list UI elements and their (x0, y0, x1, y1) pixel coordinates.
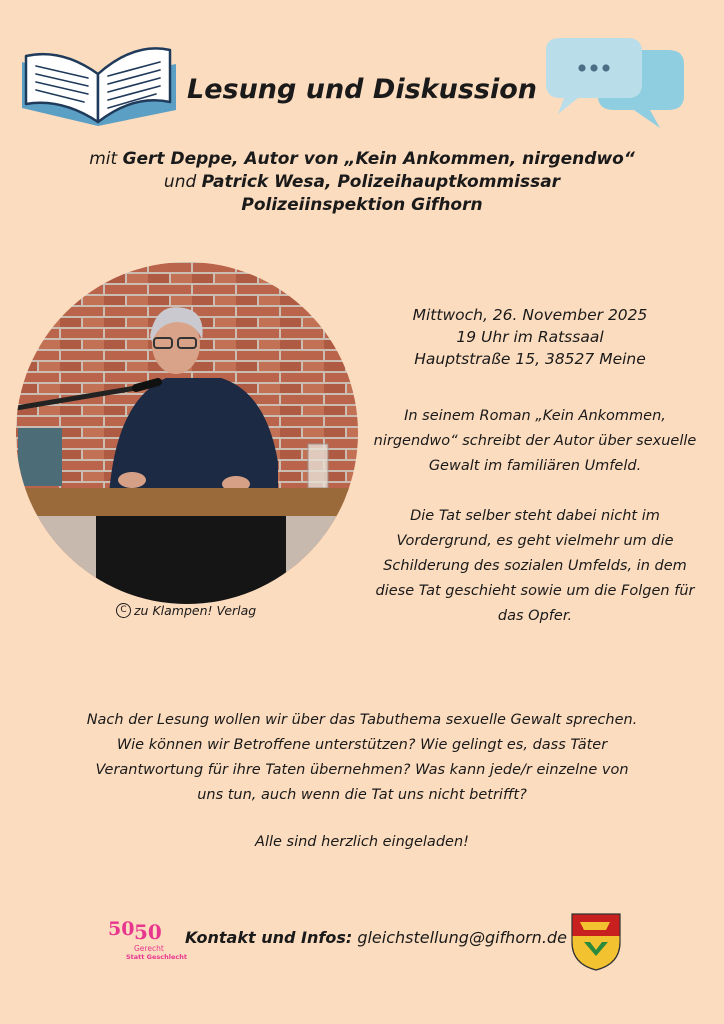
event-date: Mittwoch, 26. November 2025 (412, 306, 648, 324)
description-paragraph-1: In seinem Roman „Kein Ankommen, nirgendwo“ schreibt der Autor über sexuelle Gewalt im familiären Umfeld. (373, 408, 697, 474)
coat-of-arms-icon (570, 912, 622, 972)
copyright-icon: C (116, 603, 131, 618)
event-address: Hauptstraße 15, 38527 Meine (414, 350, 646, 368)
author-photo (16, 262, 358, 604)
speaker-line-3: Polizeiinspektion Gifhorn (241, 195, 483, 215)
contact-email[interactable]: gleichstellung@gifhorn.de (357, 928, 567, 947)
page-title: Lesung und Diskussion (186, 74, 537, 105)
discussion-paragraph: Nach der Lesung wollen wir über das Tabuthema sexuelle Gewalt sprechen. Wie können wir Betroffene unterstützen? Wie gelingt es, dass Täter Verantwortung für ihre Taten übernehmen? Was kann jede/r einzelne von uns tun, auch wenn die Tat uns nicht betrifft? (86, 712, 638, 803)
speaker-line-1: mit Gert Deppe, Autor von „Kein Ankommen, nirgendwo“ (89, 149, 635, 169)
fifty-fifty-logo: 50 50 Gerecht Statt Geschlecht (108, 918, 187, 961)
speaker-line-2: und Patrick Wesa, Polizeihauptkommissar (163, 172, 561, 192)
contact-info: Kontakt und Infos: gleichstellung@gifhorn.de (185, 928, 567, 947)
invitation-text: Alle sind herzlich eingeladen! (255, 834, 469, 850)
description-paragraph-2: Die Tat selber steht dabei nicht im Vordergrund, es geht vielmehr um die Schilderung des sozialen Umfelds, in dem diese Tat geschieht sowie um die Folgen für das Opfer. (375, 508, 695, 624)
speakers-block (0, 148, 724, 217)
event-details (370, 304, 690, 370)
photo-credit: C zu Klampen! Verlag (116, 603, 256, 618)
event-time-place: 19 Uhr im Ratssaal (456, 328, 604, 346)
